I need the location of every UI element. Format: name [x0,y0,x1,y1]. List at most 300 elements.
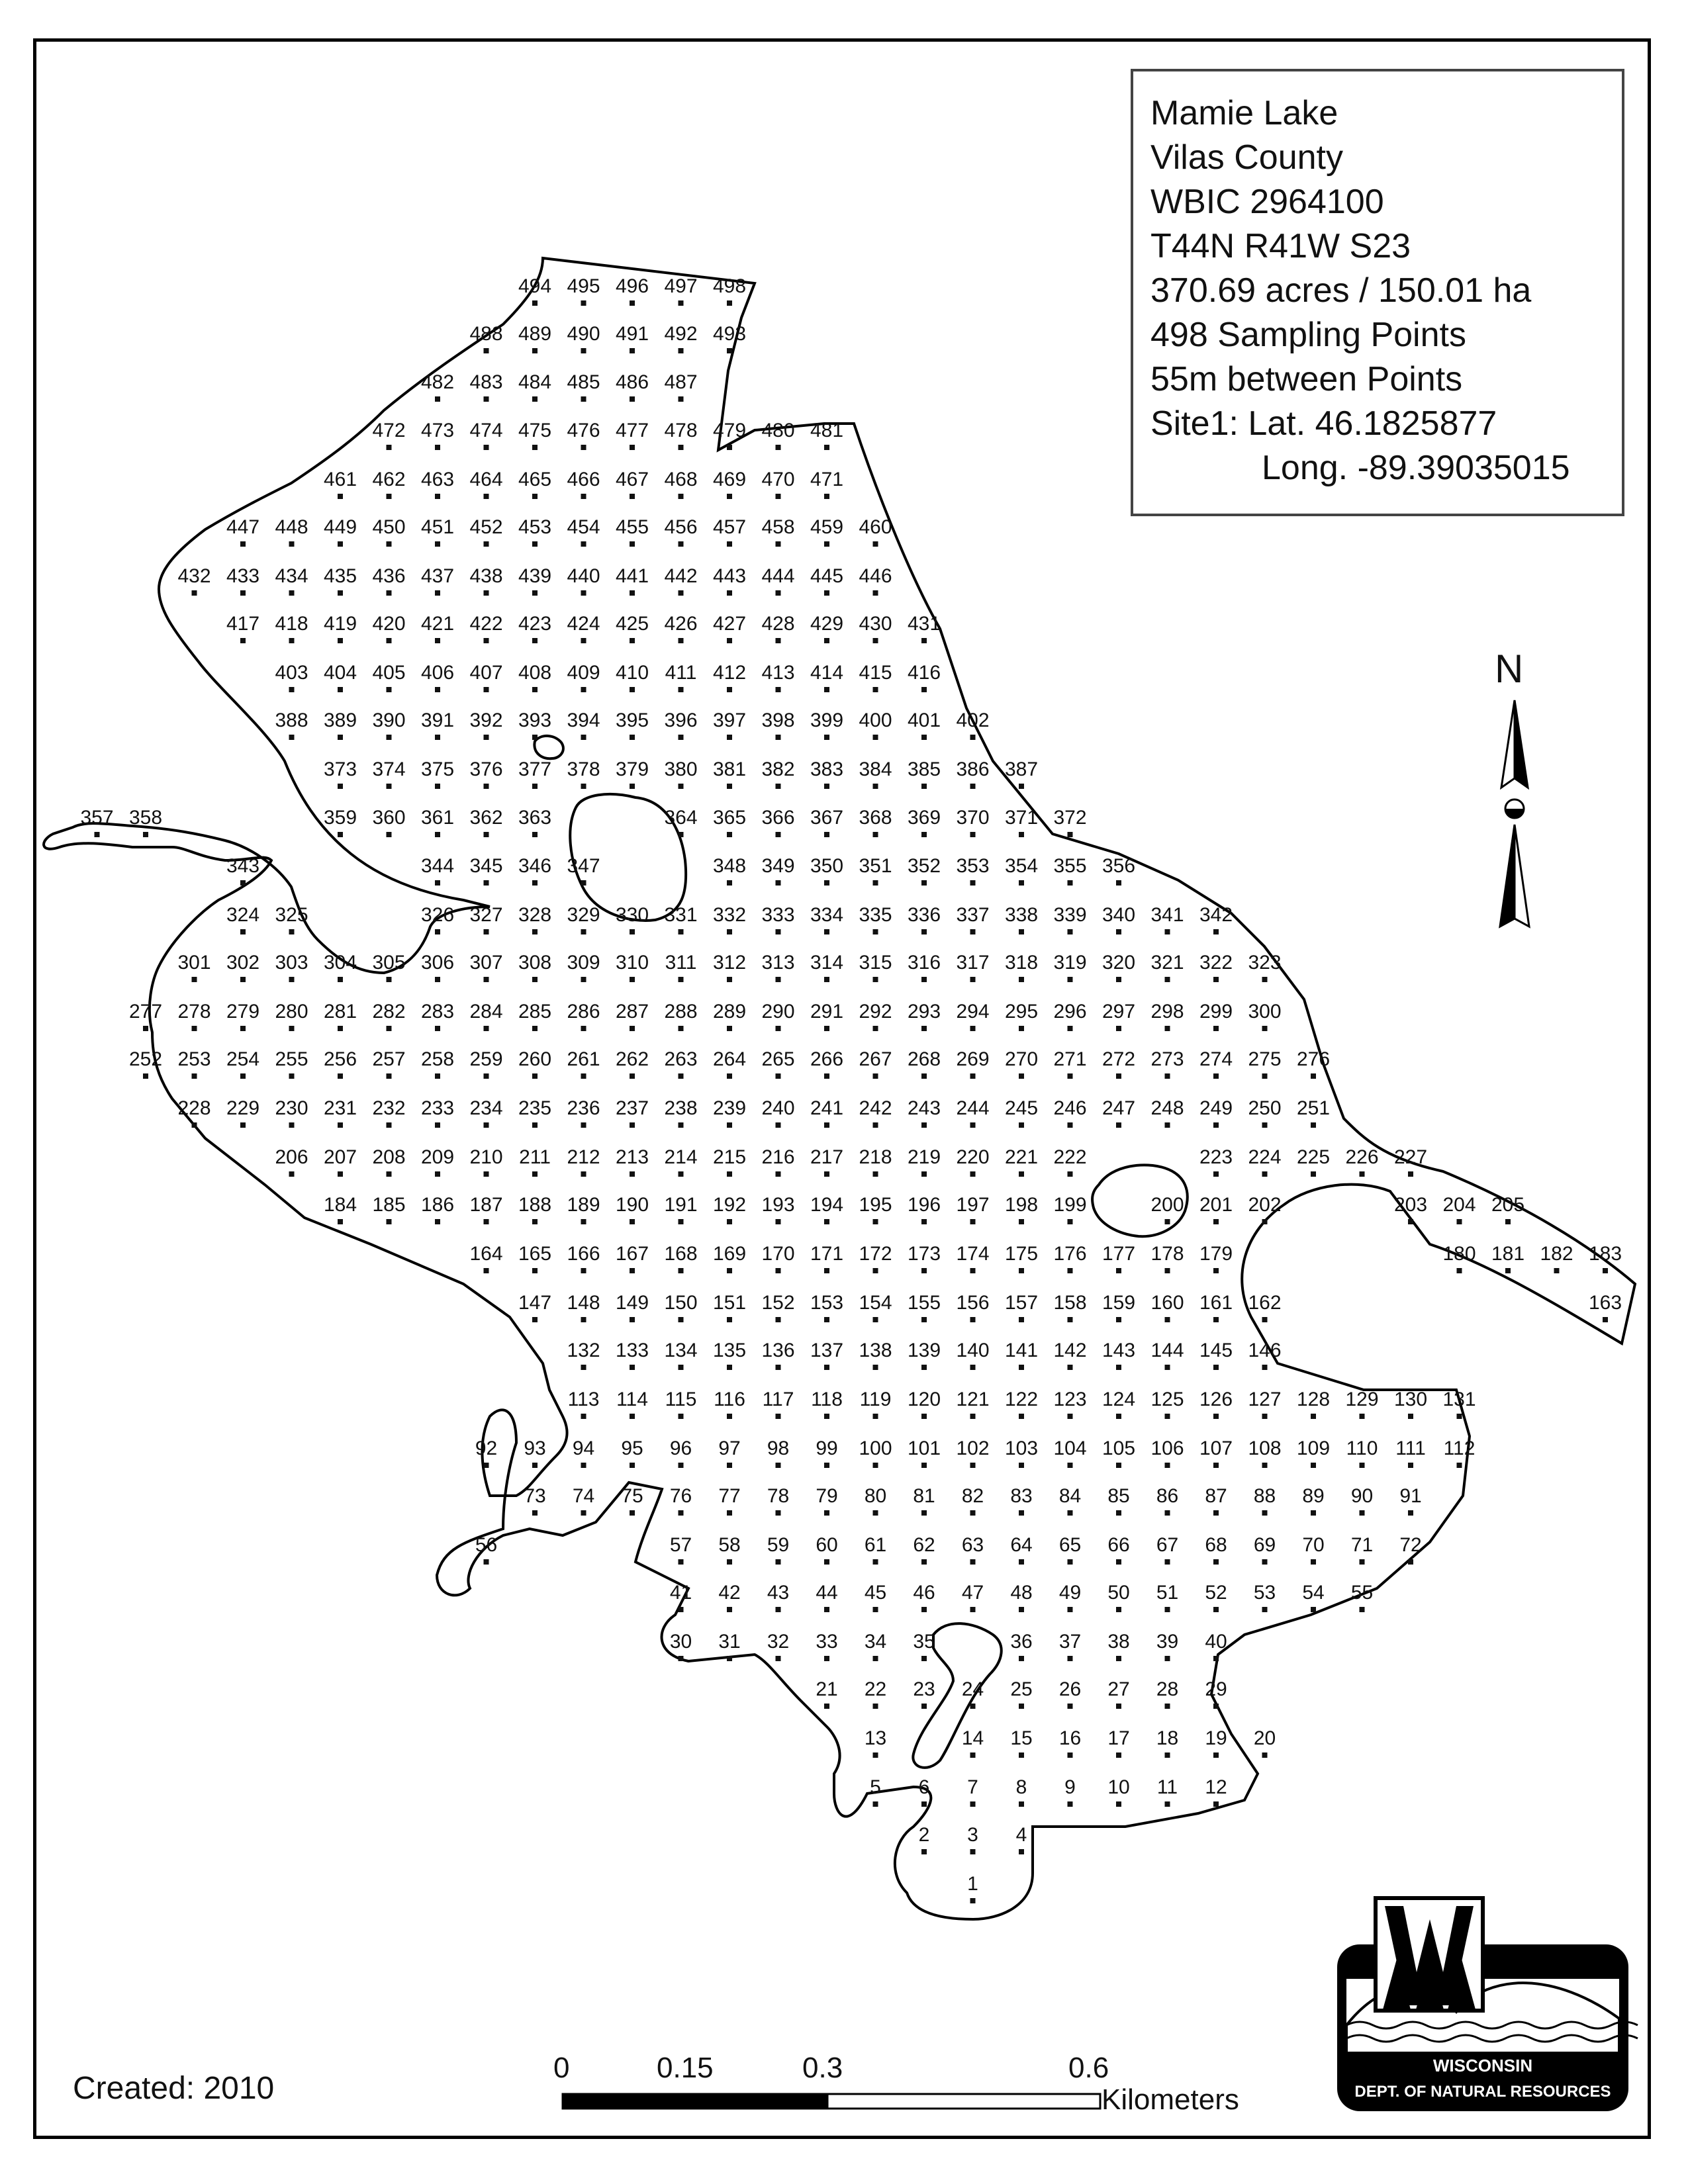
sampling-point-label: 433 [226,565,260,587]
sampling-point-label: 98 [767,1437,790,1459]
sampling-point-marker [824,687,829,692]
sampling-point-marker [776,1607,781,1612]
sampling-point [616,758,649,789]
sampling-point-label: 67 [1156,1534,1179,1556]
sampling-point-marker [824,977,829,982]
sampling-point [761,855,794,886]
sampling-point-marker [970,1752,976,1758]
sampling-point [665,1388,697,1419]
sampling-point-label: 461 [323,469,357,490]
sampling-point-marker [1311,1073,1316,1079]
sampling-point [567,613,600,643]
sampling-point-label: 152 [761,1292,795,1314]
sampling-point [616,1097,649,1128]
sampling-point-marker [1213,1122,1219,1128]
sampling-point-label: 122 [1004,1388,1039,1410]
sampling-point-label: 382 [761,758,795,780]
sampling-point-marker [1019,1219,1024,1224]
sampling-point [1150,952,1184,982]
sampling-point [518,855,551,886]
sampling-point [865,1727,886,1758]
sampling-point [962,1534,984,1565]
sampling-point [524,1485,545,1516]
sampling-point-marker [727,590,732,596]
sampling-point-marker [1213,1656,1219,1661]
sampling-point [859,1001,892,1031]
sampling-point [908,662,941,692]
sampling-point [1005,1097,1038,1128]
sampling-point-label: 408 [518,662,552,684]
sampling-point-label: 246 [1053,1097,1087,1119]
sampling-point-label: 400 [859,709,892,731]
sampling-point-label: 371 [1004,807,1039,829]
sampling-point [908,952,941,982]
sampling-point [767,1437,789,1468]
sampling-point [1399,1534,1421,1565]
sampling-point-marker [581,1268,586,1273]
sampling-point-label: 275 [1248,1048,1282,1070]
sampling-point-label: 352 [907,855,941,877]
sampling-point-marker [776,445,781,450]
sampling-point-label: 276 [1296,1048,1331,1070]
sampling-point-label: 158 [1053,1292,1087,1314]
map-info-box [1131,69,1624,516]
sampling-point [518,1292,551,1322]
sampling-point-marker [435,1073,440,1079]
sampling-point-marker [1457,1268,1462,1273]
sampling-point-marker [387,494,392,499]
sampling-point-label: 298 [1150,1001,1184,1023]
sampling-point-label: 466 [567,469,600,490]
sampling-point [859,613,892,643]
sampling-point-label: 177 [1102,1243,1136,1265]
sampling-point-marker [873,929,878,934]
sampling-point-marker [1019,1704,1024,1709]
sampling-point-label: 155 [907,1292,941,1314]
sampling-point [1102,1340,1135,1370]
sampling-point [567,1048,600,1079]
sampling-point [518,904,551,934]
sampling-point-marker [727,494,732,499]
sampling-point [956,1194,989,1224]
sampling-point [275,565,308,596]
sampling-point-label: 478 [664,420,698,441]
sampling-point-marker [1019,1801,1024,1807]
sampling-point-label: 74 [572,1485,595,1507]
sampling-point-label: 267 [859,1048,892,1070]
sampling-point-marker [581,300,586,306]
scale-label-06: 0.6 [1068,2052,1109,2084]
sampling-point [1199,1097,1233,1128]
sampling-point-marker [776,832,781,837]
sampling-point-label: 290 [761,1001,795,1023]
sampling-point-marker [1165,1219,1170,1224]
sampling-point-marker [630,735,635,740]
sampling-point-label: 325 [275,904,308,926]
sampling-point-label: 319 [1053,952,1087,974]
sampling-point [718,1534,740,1565]
sampling-point [421,709,454,740]
sampling-points-layer [80,275,1622,1903]
sampling-point-marker [921,1801,927,1807]
sampling-point-marker [921,1849,927,1854]
sampling-point-marker [630,1073,635,1079]
sampling-point [524,1437,545,1468]
sampling-point-marker [581,494,586,499]
sampling-point [956,1292,989,1322]
sampling-point-marker [679,1365,684,1370]
sampling-point [567,1097,600,1128]
sampling-point-marker [727,977,732,982]
sampling-point [713,323,746,353]
sampling-point-label: 82 [961,1485,984,1507]
sampling-point-label: 96 [669,1437,692,1459]
sampling-point-marker [1068,1801,1073,1807]
sampling-point [761,1048,794,1079]
sampling-point [567,904,600,934]
sampling-point [372,758,405,789]
sampling-point-marker [532,445,538,450]
sampling-point-label: 165 [518,1243,552,1265]
sampling-point-label: 354 [1004,855,1039,877]
sampling-point [1248,1388,1281,1419]
sampling-point [568,1388,600,1419]
sampling-point-label: 11 [1156,1776,1178,1798]
sampling-point-label: 244 [956,1097,990,1119]
sampling-point-marker [1213,1365,1219,1370]
sampling-point-label: 127 [1248,1388,1282,1410]
sampling-point [664,1194,697,1224]
sampling-point-label: 53 [1253,1582,1276,1604]
sampling-point-label: 455 [615,516,649,538]
sampling-point-label: 338 [1004,904,1039,926]
sampling-point-label: 178 [1150,1243,1184,1265]
sampling-point [761,904,794,934]
sampling-point [1199,1243,1233,1273]
sampling-point-label: 93 [524,1437,546,1459]
sampling-point-label: 411 [665,662,697,684]
sampling-point-label: 217 [810,1146,844,1168]
sampling-point [967,1776,978,1807]
sampling-point-marker [435,880,440,886]
sampling-point-label: 313 [761,952,795,974]
sampling-point-label: 310 [615,952,649,974]
sampling-point-label: 128 [1296,1388,1331,1410]
sampling-point-label: 31 [718,1631,741,1653]
sampling-point-marker [824,494,829,499]
sampling-point [1491,1194,1524,1224]
sampling-point [713,1048,746,1079]
sampling-point [956,1146,989,1177]
sampling-point-label: 442 [664,565,698,587]
sampling-point [1005,1194,1038,1224]
sampling-point-marker [1019,1365,1024,1370]
sampling-point-label: 80 [864,1485,887,1507]
sampling-point-marker [338,1122,343,1128]
sampling-point [1016,1776,1027,1807]
sampling-point [1102,855,1135,886]
sampling-point-label: 406 [420,662,455,684]
sampling-point-label: 261 [567,1048,600,1070]
sampling-point-marker [970,1414,976,1419]
sampling-point-label: 120 [907,1388,941,1410]
sampling-point-marker [1165,1268,1170,1273]
sampling-point-marker [387,1073,392,1079]
sampling-point-marker [435,1219,440,1224]
sampling-point-marker [532,977,538,982]
sampling-point-marker [581,687,586,692]
sampling-point [1016,1824,1027,1854]
sampling-point [810,1292,843,1322]
sampling-point-label: 300 [1248,1001,1282,1023]
sampling-point-label: 201 [1199,1194,1233,1216]
sampling-point-marker [581,880,586,886]
scale-label-03: 0.3 [802,2052,843,2084]
sampling-point-label: 341 [1150,904,1184,926]
sampling-point [1205,1631,1227,1661]
sampling-point [908,855,941,886]
sampling-point-label: 296 [1053,1001,1087,1023]
sampling-point [956,952,989,982]
sampling-point [810,952,843,982]
sampling-point-label: 430 [859,613,892,635]
sampling-point-label: 34 [864,1631,887,1653]
sampling-point [1150,1097,1184,1128]
sampling-point-marker [338,590,343,596]
sampling-point-marker [630,784,635,789]
sampling-point-marker [484,880,489,886]
sampling-point-marker [1068,1219,1073,1224]
sampling-point [469,613,502,643]
sampling-point-marker [679,784,684,789]
county: Vilas County [1150,138,1343,177]
sampling-point-label: 43 [767,1582,790,1604]
sampling-point-label: 498 [712,275,747,297]
sampling-point-marker [1213,1607,1219,1612]
sampling-point-marker [484,1559,489,1565]
sampling-point-label: 92 [475,1437,498,1459]
sampling-point [810,613,843,643]
sampling-point-marker [873,1122,878,1128]
sampling-point-marker [1068,1463,1073,1468]
sampling-point [956,807,989,837]
sampling-point-marker [630,638,635,643]
sampling-point-marker [532,541,538,547]
sampling-point-label: 450 [372,516,406,538]
sampling-point [469,807,502,837]
sampling-point [1589,1292,1622,1322]
sampling-point-marker [581,590,586,596]
sampling-point [372,516,405,547]
sampling-point [616,1194,649,1224]
sampling-point [908,1437,941,1468]
sampling-point-label: 214 [664,1146,698,1168]
sampling-point-marker [435,784,440,789]
sampling-point-label: 169 [712,1243,747,1265]
sampling-point-label: 454 [567,516,600,538]
sampling-point-marker [1116,1752,1121,1758]
sampling-point-marker [776,735,781,740]
sampling-point-label: 284 [469,1001,503,1023]
sampling-point-marker [921,1073,927,1079]
sampling-point-label: 363 [518,807,552,829]
sampling-point [1248,1437,1281,1468]
sampling-point-marker [873,1171,878,1177]
sampling-point-marker [1116,1414,1121,1419]
sampling-point-marker [727,1026,732,1031]
sampling-point-label: 237 [615,1097,649,1119]
sampling-point [718,1437,740,1468]
lake-name: Mamie Lake [1150,94,1338,132]
sampling-point [956,1437,989,1468]
sampling-point [469,565,502,596]
sampling-point-label: 66 [1107,1534,1130,1556]
sampling-point [1442,1194,1476,1224]
scale-bar-white-segment [827,2094,1100,2109]
sampling-point-marker [1262,1463,1268,1468]
sampling-point-label: 101 [907,1437,941,1459]
sampling-point-label: 404 [323,662,357,684]
sampling-point [761,709,794,740]
sampling-point-marker [484,1026,489,1031]
sampling-point-label: 375 [420,758,455,780]
sampling-point-label: 266 [810,1048,844,1070]
sampling-point-label: 407 [469,662,503,684]
sampling-point [713,565,746,596]
sampling-point-marker [873,735,878,740]
sampling-point-marker [1311,1607,1316,1612]
sampling-point [421,516,454,547]
sampling-points-count: 498 Sampling Points [1150,316,1466,354]
sampling-point [621,1485,643,1516]
sampling-point-label: 486 [615,371,649,393]
sampling-point-marker [289,1171,295,1177]
sampling-point [718,1582,740,1612]
sampling-point-marker [824,1317,829,1322]
sampling-point-marker [581,1171,586,1177]
sampling-point-marker [630,590,635,596]
sampling-point-label: 199 [1053,1194,1087,1216]
sampling-point-marker [921,1510,927,1516]
sampling-point-marker [1554,1268,1560,1273]
sampling-point-label: 402 [956,709,990,731]
sampling-point-label: 68 [1205,1534,1227,1556]
sampling-point-label: 116 [714,1388,745,1410]
sampling-point [859,516,892,547]
sampling-point-marker [338,832,343,837]
sampling-point [469,1097,502,1128]
sampling-point [1059,1678,1081,1709]
sampling-point [859,807,892,837]
sampling-point-label: 175 [1004,1243,1039,1265]
sampling-point-label: 340 [1102,904,1136,926]
sampling-point-marker [921,880,927,886]
sampling-point-marker [776,1365,781,1370]
sampling-point [919,1824,930,1854]
sampling-point-marker [679,832,684,837]
sampling-point-marker [630,445,635,450]
sampling-point-label: 270 [1004,1048,1039,1070]
sampling-point-label: 142 [1053,1340,1087,1361]
sampling-point-label: 469 [712,469,747,490]
sampling-point-marker [1408,1414,1413,1419]
sampling-point-label: 126 [1199,1388,1233,1410]
sampling-point [1395,1437,1426,1468]
sampling-point-marker [630,1510,635,1516]
sampling-point [518,1048,551,1079]
sampling-point [761,1292,794,1322]
sampling-point-label: 299 [1199,1001,1233,1023]
sampling-point-label: 278 [177,1001,211,1023]
sampling-point-label: 473 [420,420,455,441]
sampling-point-label: 238 [664,1097,698,1119]
sampling-point [616,613,649,643]
sampling-point-marker [630,1171,635,1177]
sampling-point [859,662,892,692]
sampling-point [421,565,454,596]
scale-label-0: 0 [553,2052,570,2084]
sampling-point-label: 301 [177,952,211,974]
sampling-point-marker [679,1219,684,1224]
sampling-point [816,1437,837,1468]
sampling-point [913,1678,935,1709]
sampling-point-marker [776,880,781,886]
sampling-point-label: 88 [1253,1485,1276,1507]
sampling-point [865,1485,886,1516]
sampling-point-label: 477 [615,420,649,441]
sampling-point-label: 232 [372,1097,406,1119]
area: 370.69 acres / 150.01 ha [1150,271,1532,310]
sampling-point-marker [1262,1219,1268,1224]
sampling-point-marker [1457,1463,1462,1468]
sampling-point-label: 123 [1053,1388,1087,1410]
sampling-point-marker [435,687,440,692]
sampling-point-marker [727,541,732,547]
sampling-point-label: 409 [567,662,600,684]
sampling-point-label: 475 [518,420,552,441]
sampling-point-marker [776,1414,781,1419]
sampling-point-marker [727,784,732,789]
sampling-point-marker [1213,1510,1219,1516]
sampling-point-label: 104 [1053,1437,1087,1459]
sampling-point [469,904,502,934]
sampling-point-marker [1165,1656,1170,1661]
sampling-point-label: 97 [718,1437,741,1459]
sampling-point [469,469,502,499]
sampling-point-marker [1213,929,1219,934]
sampling-point [469,420,502,450]
sampling-point-marker [338,735,343,740]
sampling-point-marker [921,1268,927,1273]
sampling-point-label: 133 [615,1340,649,1361]
sampling-point-label: 186 [420,1194,455,1216]
sampling-point [1351,1534,1373,1565]
sampling-point [518,952,551,982]
sampling-point-label: 3 [967,1824,978,1846]
sampling-point-label: 51 [1156,1582,1179,1604]
sampling-point-marker [921,832,927,837]
sampling-point [1442,1243,1476,1273]
sampling-point-marker [970,977,976,982]
sampling-point [372,565,405,596]
sampling-point-label: 453 [518,516,552,538]
sampling-point-marker [1116,1122,1121,1128]
sampling-point-label: 179 [1199,1243,1233,1265]
sampling-point-marker [435,1171,440,1177]
sampling-point [1199,1340,1233,1370]
sampling-point-label: 452 [469,516,503,538]
sampling-point [962,1727,984,1758]
